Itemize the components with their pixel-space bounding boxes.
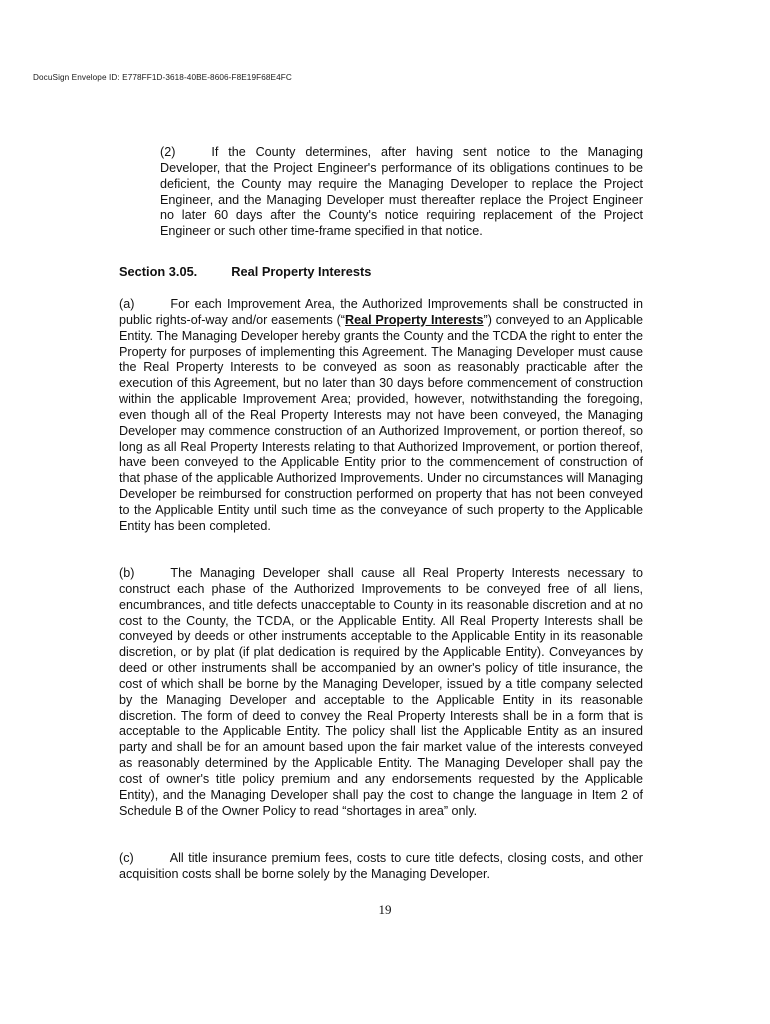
- paragraph-b-text: The Managing Developer shall cause all Real Property Interests necessary to construct each phase of the Authorized Improvements to be conveyed free of all liens, encumbrances, and title defects unacceptable to County in its reasonable discretion and at no cost to the County, the TCDA, or the Applicable Entity. All Real Property Interests shall be conveyed by deeds or other instruments acceptable to the Applicable Entity in its reasonable discretion, or by plat (if plat dedication is required by the Applicable Entity). Conveyances by deed or other instruments shall be accompanied by an owner's policy of title insurance, the cost of which shall be borne by the Managing Developer, issued by a title company selected by the Managing Developer and acceptable to the Applicable Entity in its reasonable discretion. The form of deed to convey the Real Property Interests shall be in a form that is acceptable to the Applicable Entity. The policy shall list the Applicable Entity as an insured party and shall be for an amount based upon the fair market value of the interests conveyed as reasonably determined by the Applicable Entity. The Managing Developer shall pay the cost of owner's title policy premium and any endorsements requested by the Applicable Entity), and the Managing Developer shall pay the cost to change the language in Item 2 of Schedule B of the Owner Policy to read “shortages in area” only.: [119, 566, 643, 818]
- section-heading: [119, 264, 371, 279]
- page-number: 19: [378, 902, 392, 917]
- defined-term-real-property-interests: Real Property Interests: [344, 312, 484, 327]
- section-number: Section 3.05.: [119, 264, 198, 279]
- paragraph-2: [160, 145, 643, 240]
- paragraph-2-text: If the County determines, after having sent notice to the Managing Developer, that the Project Engineer's performance of its obligations continues to be deficient, the County may require the Managing Developer to replace the Project Engineer, and the Managing Developer must thereafter replace the Project Engineer no later 60 days after the County's notice requiring replacement of the Project Engineer or such other time-frame specified in that notice.: [160, 145, 643, 239]
- section-title: Real Property Interests: [231, 264, 372, 279]
- paragraph-a-label: (a): [119, 297, 135, 311]
- paragraph-c-text: All title insurance premium fees, costs to cure title defects, closing costs, and other acquisition costs shall be borne solely by the Managing Developer.: [119, 851, 643, 881]
- paragraph-b: [119, 566, 643, 820]
- paragraph-b-label: (b): [119, 566, 135, 580]
- paragraph-2-label: (2): [160, 145, 176, 159]
- paragraph-a-text-before: For each Improvement Area, the Authorized Improvements shall be constructed in public rights-of-way and/or easements (“: [119, 297, 643, 327]
- paragraph-a: [119, 297, 643, 535]
- paragraph-c: [119, 851, 643, 883]
- paragraph-a-text-after: ”) conveyed to an Applicable Entity. The Managing Developer hereby grants the County and the TCDA the right to enter the Property for purposes of implementing this Agreement. The Managing Developer must cause the Real Property Interests to be conveyed as soon as reasonably practicable after the execution of this Agreement, but no later than 30 days before commencement of construction within the applicable Improvement Area; provided, however, notwithstanding the foregoing, even though all of the Real Property Interests may not have been conveyed, the Managing Developer may commence construction of an Authorized Improvement, or portion thereof, so long as all Real Property Interests relating to that Authorized Improvement, or portion thereof, have been conveyed to the Applicable Entity prior to the commencement of construction of that phase of the applicable Authorized Improvements. Under no circumstances will Managing Developer be reimbursed for construction performed on property that has not been conveyed to the Applicable Entity until such time as the conveyance of such property to the Applicable Entity has been completed.: [119, 312, 643, 533]
- docusign-envelope-id: DocuSign Envelope ID: E778FF1D-3618-40BE-8606-F8E19F68E4FC: [33, 73, 292, 82]
- paragraph-c-label: (c): [119, 851, 134, 865]
